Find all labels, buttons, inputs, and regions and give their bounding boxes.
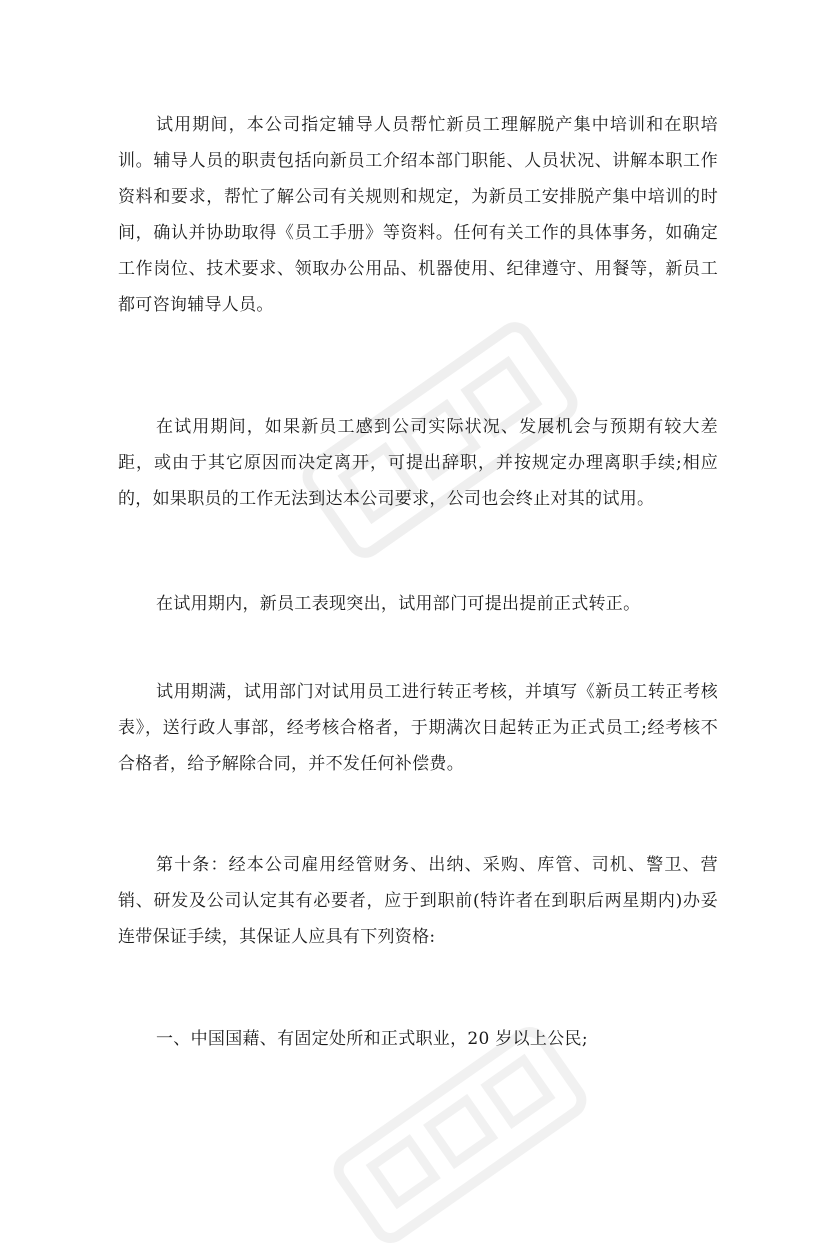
paragraph-trial-completion: 试用期满，试用部门对试用员工进行转正考核，并填写《新员工转正考核表》，送行政人事部，经考核合格者，于期满次日起转正为正式员工;经考核不合格者，给予解除合同，并不发任何补偿费。 xyxy=(118,682,718,774)
paragraph-early-regularization: 在试用期内，新员工表现突出，试用部门可提出提前正式转正。 xyxy=(156,594,641,614)
paragraph-article-ten: 第十条：经本公司雇用经管财务、出纳、采购、库管、司机、警卫、营销、研发及公司认定其有必要者，应于到职前(特许者在到职后两星期内)办妥连带保证手续，其保证人应具有下列资格: xyxy=(118,855,718,947)
paragraph-trial-guidance: 试用期间，本公司指定辅导人员帮忙新员工理解脱产集中培训和在职培训。辅导人员的职责包括向新员工介绍本部门职能、人员状况、讲解本职工作资料和要求，帮忙了解公司有关规则和规定，为新员工安排脱产集中培训的时间，确认并协助取得《员工手册》等资料。任何有关工作的具体事务，如确定工作岗位、技术要求、领取办公用品、机器使用、纪律遵守、用餐等，新员工都可咨询辅导人员。 xyxy=(118,115,718,315)
paragraph-trial-resignation: 在试用期间，如果新员工感到公司实际状况、发展机会与预期有较大差距，或由于其它原因而决定离开，可提出辞职，并按规定办理离职手续;相应的，如果职员的工作无法到达本公司要求，公司也会终止对其的试用。 xyxy=(118,417,718,509)
paragraph-guarantor-qualification-1: 一、中国国藉、有固定处所和正式职业，20 岁以上公民; xyxy=(156,1029,588,1049)
